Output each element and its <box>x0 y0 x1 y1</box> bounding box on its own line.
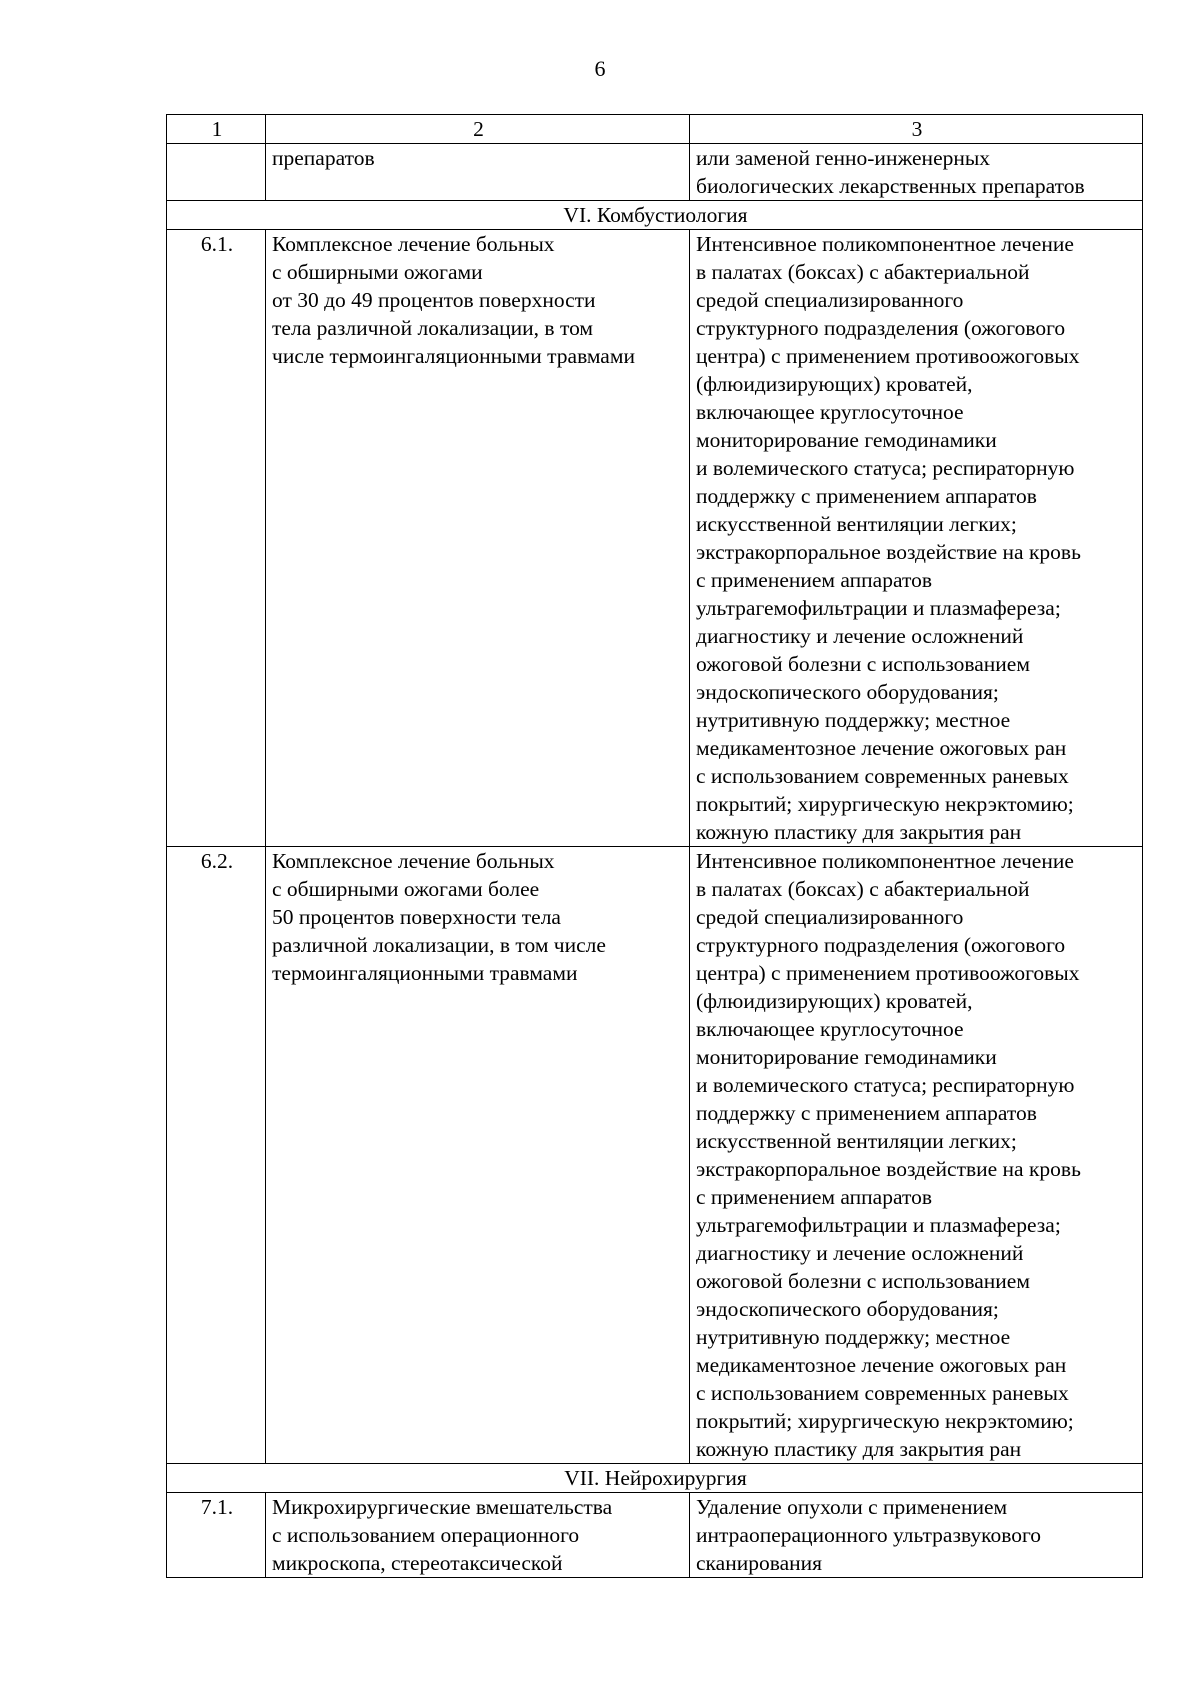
text-line: эндоскопического оборудования; <box>696 680 999 704</box>
text-line: 50 процентов поверхности тела <box>272 905 561 929</box>
text-line: в палатах (боксах) с абактериальной <box>696 260 1030 284</box>
text-line: включающее круглосуточное <box>696 1017 964 1041</box>
text-line: (флюидизирующих) кроватей, <box>696 372 973 396</box>
column-header-1: 1 <box>167 115 266 144</box>
service-name-cell <box>266 1493 690 1578</box>
text-line: поддержку с применением аппаратов <box>696 1101 1037 1125</box>
text-line: различной локализации, в том числе <box>272 933 606 957</box>
text-line: Комплексное лечение больных <box>272 232 555 256</box>
text-line: тела различной локализации, в том <box>272 316 594 340</box>
row-number-cell: 6.1. <box>167 230 266 847</box>
text-line: Комплексное лечение больных <box>272 849 555 873</box>
text-line: биологических лекарственных препаратов <box>696 174 1085 198</box>
section-title: VII. Нейрохирургия <box>167 1464 1143 1493</box>
text-line: нутритивную поддержку; местное <box>696 1325 1011 1349</box>
text-line: средой специализированного <box>696 905 964 929</box>
text-line: и волемического статуса; респираторную <box>696 1073 1075 1097</box>
text-line: Интенсивное поликомпонентное лечение <box>696 849 1074 873</box>
column-header-3: 3 <box>690 115 1143 144</box>
text-line: и волемического статуса; респираторную <box>696 456 1075 480</box>
section-row <box>167 1464 1143 1493</box>
text-line: ожоговой болезни с использованием <box>696 652 1030 676</box>
row-number-cell <box>167 144 266 201</box>
text-line: мониторирование гемодинамики <box>696 428 997 452</box>
text-line: термоингаляционными травмами <box>272 961 578 985</box>
text-line: ожоговой болезни с использованием <box>696 1269 1030 1293</box>
text-line: структурного подразделения (ожогового <box>696 316 1066 340</box>
text-line: Интенсивное поликомпонентное лечение <box>696 232 1074 256</box>
text-line: числе термоингаляционными травмами <box>272 344 635 368</box>
text-line: с обширными ожогами более <box>272 877 540 901</box>
treatment-method-cell <box>690 1493 1143 1578</box>
text-line: от 30 до 49 процентов поверхности <box>272 288 596 312</box>
text-line: с обширными ожогами <box>272 260 483 284</box>
text-line: ультрагемофильтрации и плазмафереза; <box>696 596 1061 620</box>
table-header-row <box>167 115 1143 144</box>
text-line: (флюидизирующих) кроватей, <box>696 989 973 1013</box>
section-title: VI. Комбустиология <box>167 201 1143 230</box>
text-line: искусственной вентиляции легких; <box>696 512 1017 536</box>
text-line: препаратов <box>272 146 375 170</box>
text-line: кожную пластику для закрытия ран <box>696 820 1022 844</box>
text-line: поддержку с применением аппаратов <box>696 484 1037 508</box>
text-line: Микрохирургические вмешательства <box>272 1495 613 1519</box>
text-line: с использованием современных раневых <box>696 1381 1069 1405</box>
row-number-cell: 7.1. <box>167 1493 266 1578</box>
services-table <box>166 114 1143 1578</box>
treatment-method-cell <box>690 230 1143 847</box>
text-line: или заменой генно-инженерных <box>696 146 991 170</box>
text-line: медикаментозное лечение ожоговых ран <box>696 1353 1067 1377</box>
text-line: с использованием операционного <box>272 1523 580 1547</box>
text-line: с использованием современных раневых <box>696 764 1069 788</box>
service-name-cell <box>266 230 690 847</box>
table-row <box>167 847 1143 1464</box>
page-number: 6 <box>594 56 606 81</box>
table-row <box>167 1493 1143 1578</box>
text-line: средой специализированного <box>696 288 964 312</box>
column-header-2: 2 <box>266 115 690 144</box>
text-line: Удаление опухоли с применением <box>696 1495 1008 1519</box>
text-line: кожную пластику для закрытия ран <box>696 1437 1022 1461</box>
row-number-cell: 6.2. <box>167 847 266 1464</box>
text-line: с применением аппаратов <box>696 1185 932 1209</box>
text-line: искусственной вентиляции легких; <box>696 1129 1017 1153</box>
text-line: сканирования <box>696 1551 823 1575</box>
text-line: экстракорпоральное воздействие на кровь <box>696 540 1081 564</box>
text-line: покрытий; хирургическую некрэктомию; <box>696 1409 1074 1433</box>
text-line: экстракорпоральное воздействие на кровь <box>696 1157 1081 1181</box>
text-line: центра) с применением противоожоговых <box>696 344 1080 368</box>
text-line: диагностику и лечение осложнений <box>696 1241 1024 1265</box>
text-line: ультрагемофильтрации и плазмафереза; <box>696 1213 1061 1237</box>
text-line: эндоскопического оборудования; <box>696 1297 999 1321</box>
text-line: микроскопа, стереотаксической <box>272 1551 563 1575</box>
treatment-method-cell <box>690 847 1143 1464</box>
text-line: интраоперационного ультразвукового <box>696 1523 1042 1547</box>
text-line: медикаментозное лечение ожоговых ран <box>696 736 1067 760</box>
treatment-method-cell <box>690 144 1143 201</box>
text-line: структурного подразделения (ожогового <box>696 933 1066 957</box>
table-body <box>167 115 1143 1578</box>
service-name-cell <box>266 144 690 201</box>
text-line: включающее круглосуточное <box>696 400 964 424</box>
text-line: центра) с применением противоожоговых <box>696 961 1080 985</box>
text-line: с применением аппаратов <box>696 568 932 592</box>
table-row <box>167 230 1143 847</box>
text-line: нутритивную поддержку; местное <box>696 708 1011 732</box>
table-row <box>167 144 1143 201</box>
text-line: мониторирование гемодинамики <box>696 1045 997 1069</box>
text-line: покрытий; хирургическую некрэктомию; <box>696 792 1074 816</box>
section-row <box>167 201 1143 230</box>
text-line: в палатах (боксах) с абактериальной <box>696 877 1030 901</box>
service-name-cell <box>266 847 690 1464</box>
text-line: диагностику и лечение осложнений <box>696 624 1024 648</box>
